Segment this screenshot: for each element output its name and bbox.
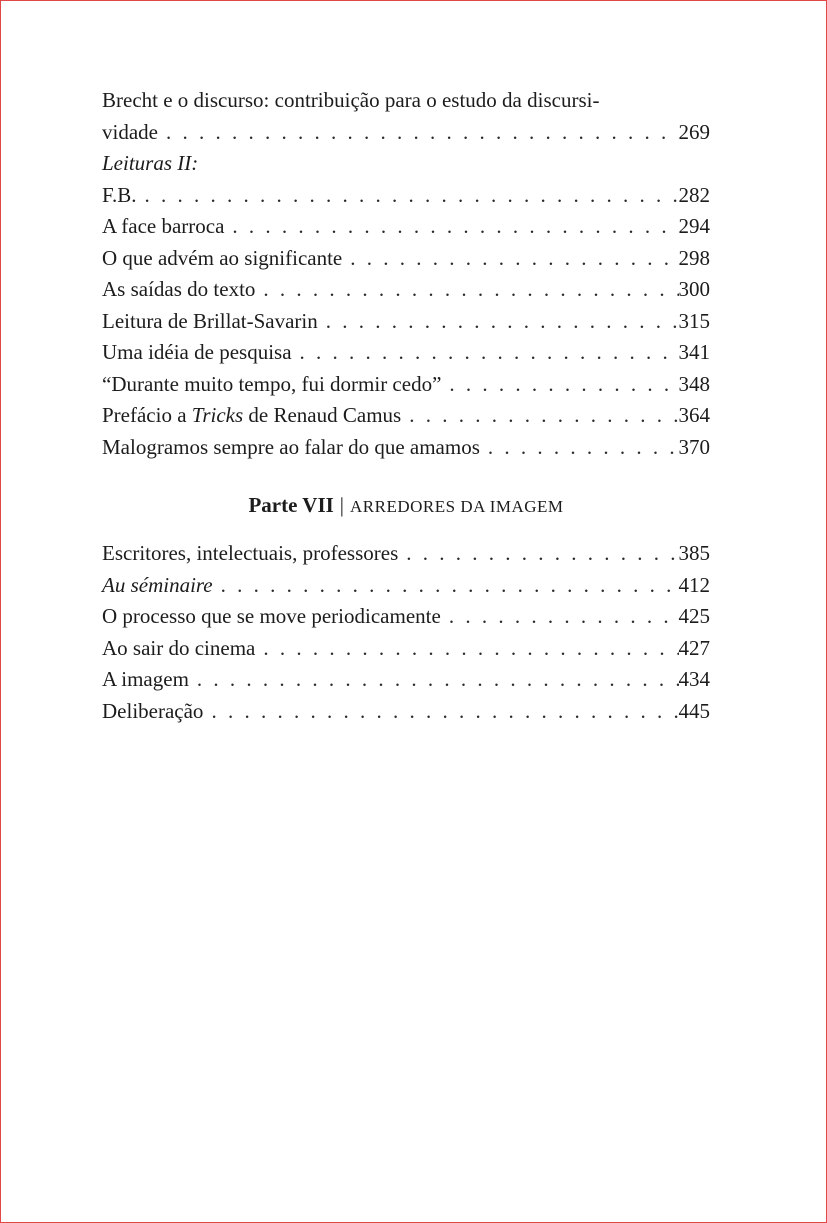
toc-entry-page: 298	[678, 245, 710, 270]
toc-entry	[102, 369, 710, 401]
toc-entry-title: Leitura de Brillat-Savarin	[102, 308, 318, 333]
toc-entry-page: 300	[678, 277, 710, 301]
toc-entry-page: 269	[678, 119, 710, 144]
dot-leader	[318, 306, 679, 338]
toc-entry-title: Escritores, intelectuais, professores	[102, 541, 399, 565]
toc-entry-page: 412	[678, 572, 710, 597]
toc-entry	[102, 432, 710, 464]
toc-entry-title: Uma idéia de pesquisa	[102, 340, 292, 364]
toc-entry	[102, 337, 710, 369]
toc-entry-title: Ao sair do cinema	[102, 635, 256, 660]
toc-entry	[102, 180, 710, 212]
toc-entry-title: A face barroca	[102, 214, 225, 238]
dot-leader	[255, 274, 678, 306]
toc-entry-title	[102, 400, 401, 432]
dot-leader	[480, 432, 679, 464]
toc-entry	[102, 696, 710, 728]
dot-leader	[224, 211, 678, 243]
toc-entry-page: 282	[678, 182, 710, 207]
toc-entry-title: A imagem	[102, 667, 189, 691]
toc-entry	[102, 243, 710, 275]
dot-leader	[137, 180, 679, 212]
dot-leader	[189, 664, 679, 696]
toc-entry	[102, 538, 710, 570]
toc-section-top	[102, 85, 710, 463]
dot-leader	[203, 696, 678, 728]
toc-entry-page: 427	[678, 635, 710, 660]
toc-entry-page: 315	[678, 308, 710, 333]
toc-entry-page: 364	[678, 403, 710, 427]
dot-leader	[342, 243, 678, 275]
toc-entry	[102, 306, 710, 338]
toc-entry	[102, 274, 710, 306]
toc-subheading	[102, 148, 710, 180]
toc-subheading-title: Leituras II:	[102, 151, 199, 175]
toc-entry-title: Deliberação	[102, 698, 204, 723]
toc-entry-title: Brecht e o discurso: contribuição para o estudo da discursi-	[102, 88, 600, 112]
toc-entry-title: As saídas do texto	[102, 277, 256, 301]
dot-leader	[441, 601, 679, 633]
toc-entry-title: “Durante muito tempo, fui dormir cedo”	[102, 371, 442, 396]
toc-entry	[102, 633, 710, 665]
toc-entry	[102, 211, 710, 243]
toc-entry	[102, 117, 710, 149]
dot-leader	[401, 400, 678, 432]
toc-entry-page: 425	[678, 604, 710, 628]
part-heading	[102, 493, 710, 518]
toc-entry	[102, 570, 710, 602]
toc-entry-page: 385	[678, 541, 710, 565]
toc-entry-title-start: Prefácio a	[102, 403, 192, 427]
toc-entry-page: 348	[678, 371, 710, 396]
toc-entry-title-italic: Tricks	[191, 403, 244, 427]
toc-entry-title: Malogramos sempre ao falar do que amamos	[102, 434, 480, 459]
dot-leader	[213, 570, 679, 602]
toc-entry	[102, 400, 710, 432]
toc-section-bottom	[102, 538, 710, 727]
toc-entry-page: 434	[678, 667, 710, 691]
toc-entry-title: F.B.	[102, 182, 137, 207]
part-label: Parte VII	[248, 493, 334, 517]
part-title: ARREDORES DA IMAGEM	[350, 497, 564, 516]
toc-entry-title: vidade	[102, 119, 158, 144]
toc-entry-page: 370	[678, 434, 710, 459]
dot-leader	[292, 337, 679, 369]
toc-entry-title: Au séminaire	[102, 572, 213, 597]
dot-leader	[398, 538, 678, 570]
dot-leader	[158, 117, 679, 149]
toc-entry-title: O processo que se move periodicamente	[102, 604, 441, 628]
toc-entry-title: O que advém ao significante	[102, 245, 343, 270]
part-separator: |	[339, 493, 345, 517]
dot-leader	[255, 633, 678, 665]
dot-leader	[441, 369, 678, 401]
toc-entry-page: 341	[678, 340, 710, 364]
toc-entry	[102, 664, 710, 696]
toc-entry-page: 294	[678, 214, 710, 238]
toc-entry-title-end: de Renaud Camus	[243, 403, 402, 427]
toc-entry-page: 445	[678, 698, 710, 723]
toc-entry	[102, 601, 710, 633]
toc-entry	[102, 85, 710, 117]
